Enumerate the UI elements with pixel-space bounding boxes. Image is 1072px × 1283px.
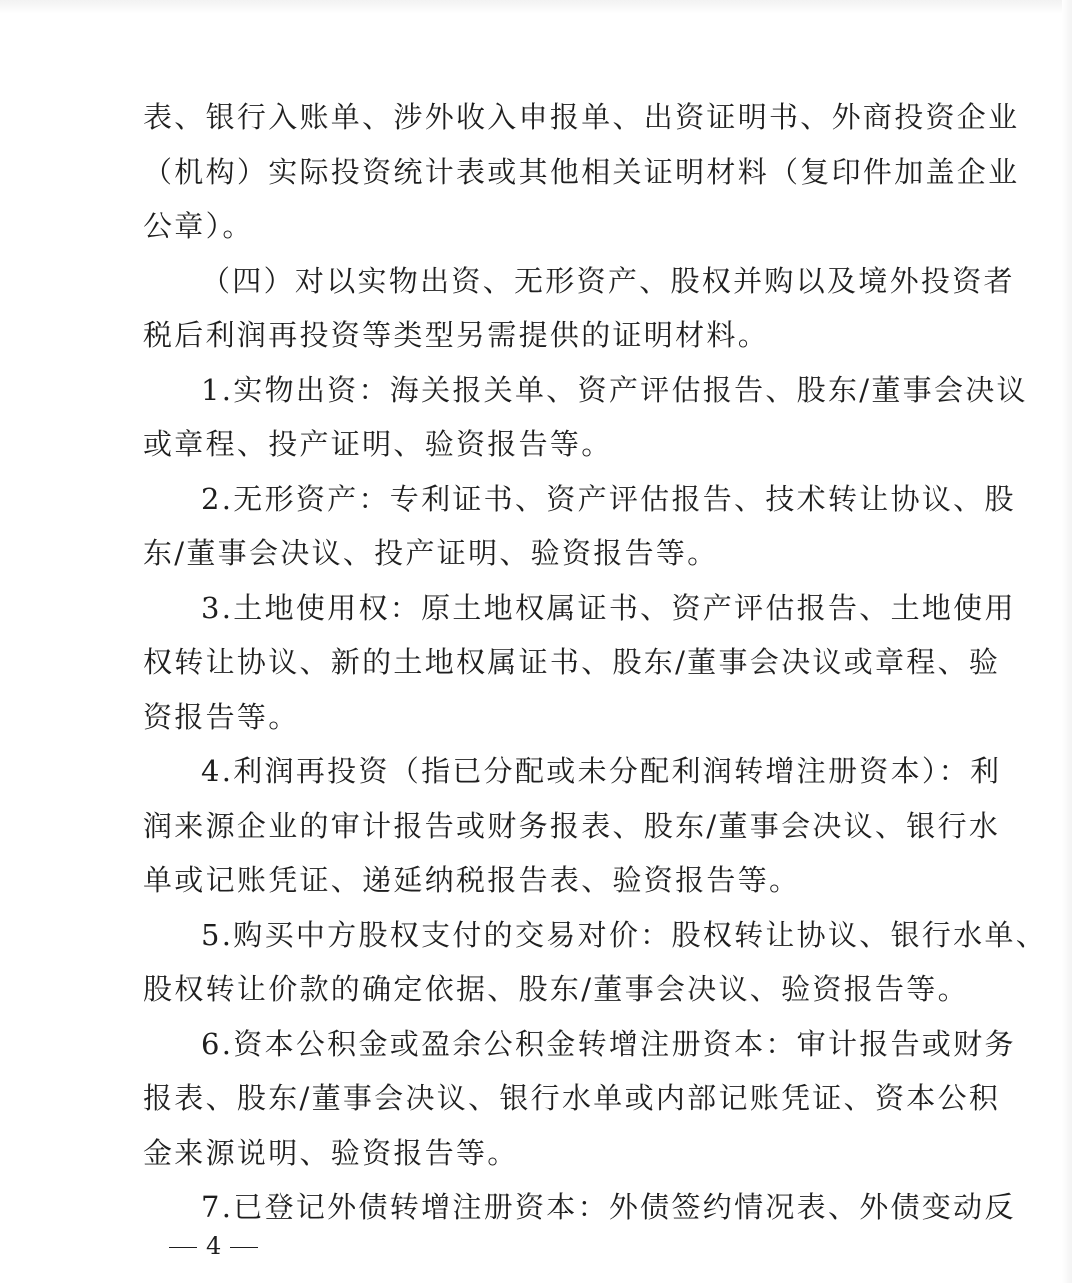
text-line: 润来源企业的审计报告或财务报表、股东/董事会决议、银行水 <box>143 808 1001 843</box>
list-item-2: 2.无形资产：专利证书、资产评估报告、技术转让协议、股 <box>201 481 1016 516</box>
list-item-6: 6.资本公积金或盈余公积金转增注册资本：审计报告或财务 <box>201 1026 1016 1061</box>
text-line: 表、银行入账单、涉外收入申报单、出资证明书、外商投资企业 <box>143 100 1020 134</box>
page-number: 4 <box>206 1232 222 1260</box>
list-item-5: 5.购买中方股权支付的交易对价：股权转让协议、银行水单、 <box>201 917 1048 952</box>
scan-shadow-top <box>0 0 1072 14</box>
list-item-7: 7.已登记外债转增注册资本：外债签约情况表、外债变动反 <box>201 1190 1016 1224</box>
text-line: （机构）实际投资统计表或其他相关证明材料（复印件加盖企业 <box>143 154 1020 189</box>
scan-shadow-right <box>1062 0 1072 1283</box>
text-line: 东/董事会决议、投产证明、验资报告等。 <box>143 536 719 570</box>
dash-left <box>169 1247 197 1248</box>
text-line: 公章）。 <box>143 209 254 243</box>
page-footer <box>160 1232 267 1260</box>
dash-right <box>230 1247 258 1248</box>
text-line: 权转让协议、新的土地权属证书、股东/董事会决议或章程、验 <box>143 645 1001 679</box>
list-item-3: 3.土地使用权：原土地权属证书、资产评估报告、土地使用 <box>201 590 1016 625</box>
section-heading: （四）对以实物出资、无形资产、股权并购以及境外投资者 <box>201 263 1015 298</box>
document-body <box>143 90 1048 1235</box>
list-item-1: 1.实物出资：海关报关单、资产评估报告、股东/董事会决议 <box>201 372 1028 407</box>
text-line: 报表、股东/董事会决议、银行水单或内部记账凭证、资本公积 <box>143 1081 1001 1115</box>
list-item-4: 4.利润再投资（指已分配或未分配利润转增注册资本）：利 <box>201 754 1002 788</box>
text-line: 税后利润再投资等类型另需提供的证明材料。 <box>143 318 770 352</box>
text-line: 或章程、投产证明、验资报告等。 <box>143 427 613 461</box>
text-line: 单或记账凭证、递延纳税报告表、验资报告等。 <box>143 863 801 897</box>
text-line: 股权转让价款的确定依据、股东/董事会决议、验资报告等。 <box>143 972 969 1006</box>
text-line: 金来源说明、验资报告等。 <box>143 1135 519 1170</box>
text-line: 资报告等。 <box>143 699 300 734</box>
